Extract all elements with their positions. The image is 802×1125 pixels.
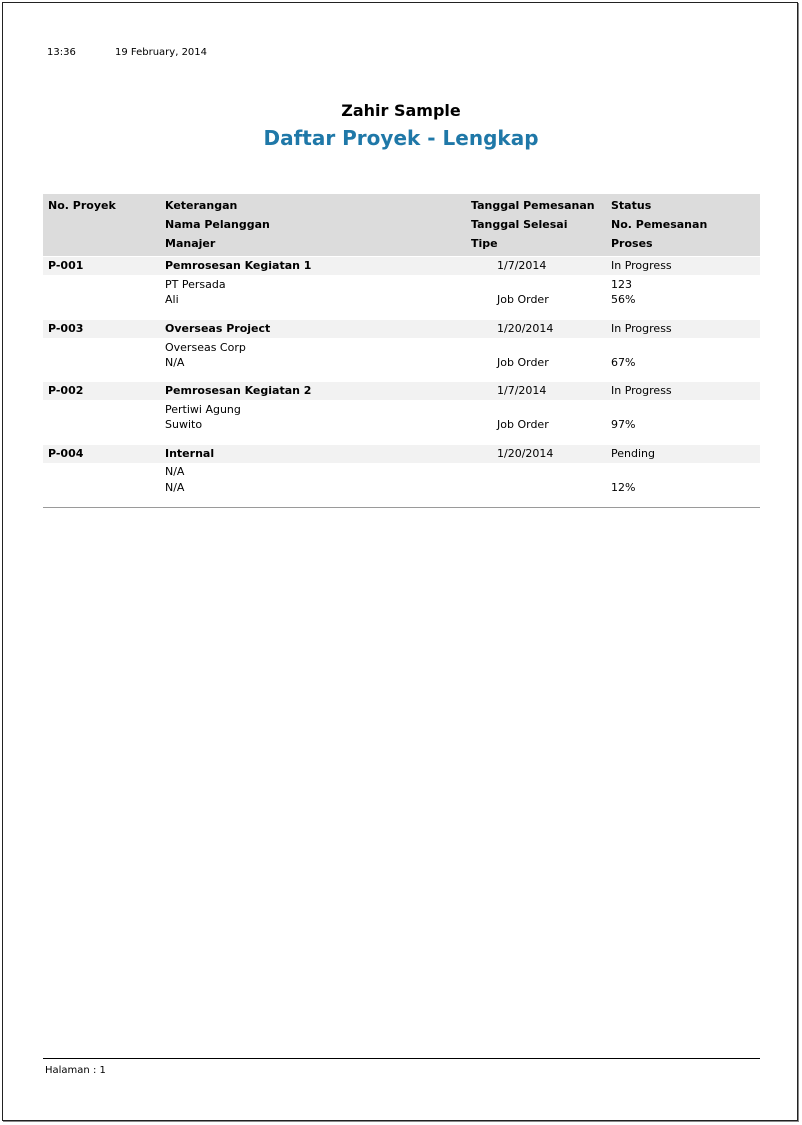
col-proses: Proses	[611, 237, 653, 250]
project-manajer: N/A	[165, 481, 185, 494]
col-no-pemesanan: No. Pemesanan	[611, 218, 708, 231]
print-date: 19 February, 2014	[115, 47, 208, 58]
column-header	[43, 194, 760, 256]
project-no: P-001	[48, 259, 84, 272]
page-number: Halaman : 1	[45, 1065, 106, 1076]
report-page	[2, 2, 798, 1121]
report-title: Daftar Proyek - Lengkap	[263, 126, 539, 150]
company-name: Zahir Sample	[341, 101, 461, 120]
project-proses: 12%	[611, 481, 636, 494]
project-pelanggan: Pertiwi Agung	[165, 403, 241, 416]
col-tanggal-pemesanan: Tanggal Pemesanan	[471, 199, 595, 212]
project-manajer: N/A	[165, 356, 185, 369]
col-keterangan: Keterangan	[165, 199, 238, 212]
project-proses: 97%	[611, 418, 636, 431]
col-no-proyek: No. Proyek	[48, 199, 116, 212]
project-status: Pending	[611, 447, 655, 460]
table-end-line	[43, 507, 760, 508]
project-tanggal: 1/20/2014	[497, 447, 554, 460]
col-tanggal-selesai: Tanggal Selesai	[471, 218, 568, 231]
project-status: In Progress	[611, 384, 672, 397]
project-pelanggan: N/A	[165, 465, 185, 478]
project-proses: 56%	[611, 293, 636, 306]
project-pelanggan: Overseas Corp	[165, 341, 246, 354]
print-time: 13:36	[47, 47, 76, 58]
project-tanggal: 1/20/2014	[497, 322, 554, 335]
project-tanggal: 1/7/2014	[497, 259, 547, 272]
project-keterangan: Pemrosesan Kegiatan 2	[165, 384, 312, 397]
project-proses: 67%	[611, 356, 636, 369]
project-keterangan: Overseas Project	[165, 322, 271, 335]
project-tipe: Job Order	[497, 356, 549, 369]
col-nama-pelanggan: Nama Pelanggan	[165, 218, 270, 231]
col-manajer: Manajer	[165, 237, 216, 250]
project-no: P-002	[48, 384, 84, 397]
project-manajer: Ali	[165, 293, 179, 306]
project-status: In Progress	[611, 322, 672, 335]
project-pelanggan: PT Persada	[165, 278, 226, 291]
project-tanggal: 1/7/2014	[497, 384, 547, 397]
project-tipe: Job Order	[497, 293, 549, 306]
col-status: Status	[611, 199, 652, 212]
project-no-pemesanan: 123	[611, 278, 632, 291]
project-no: P-003	[48, 322, 84, 335]
project-keterangan: Pemrosesan Kegiatan 1	[165, 259, 312, 272]
project-manajer: Suwito	[165, 418, 203, 431]
col-tipe: Tipe	[471, 237, 498, 250]
project-status: In Progress	[611, 259, 672, 272]
footer-line	[43, 1058, 760, 1059]
project-tipe: Job Order	[497, 418, 549, 431]
project-no: P-004	[48, 447, 84, 460]
project-keterangan: Internal	[165, 447, 215, 460]
